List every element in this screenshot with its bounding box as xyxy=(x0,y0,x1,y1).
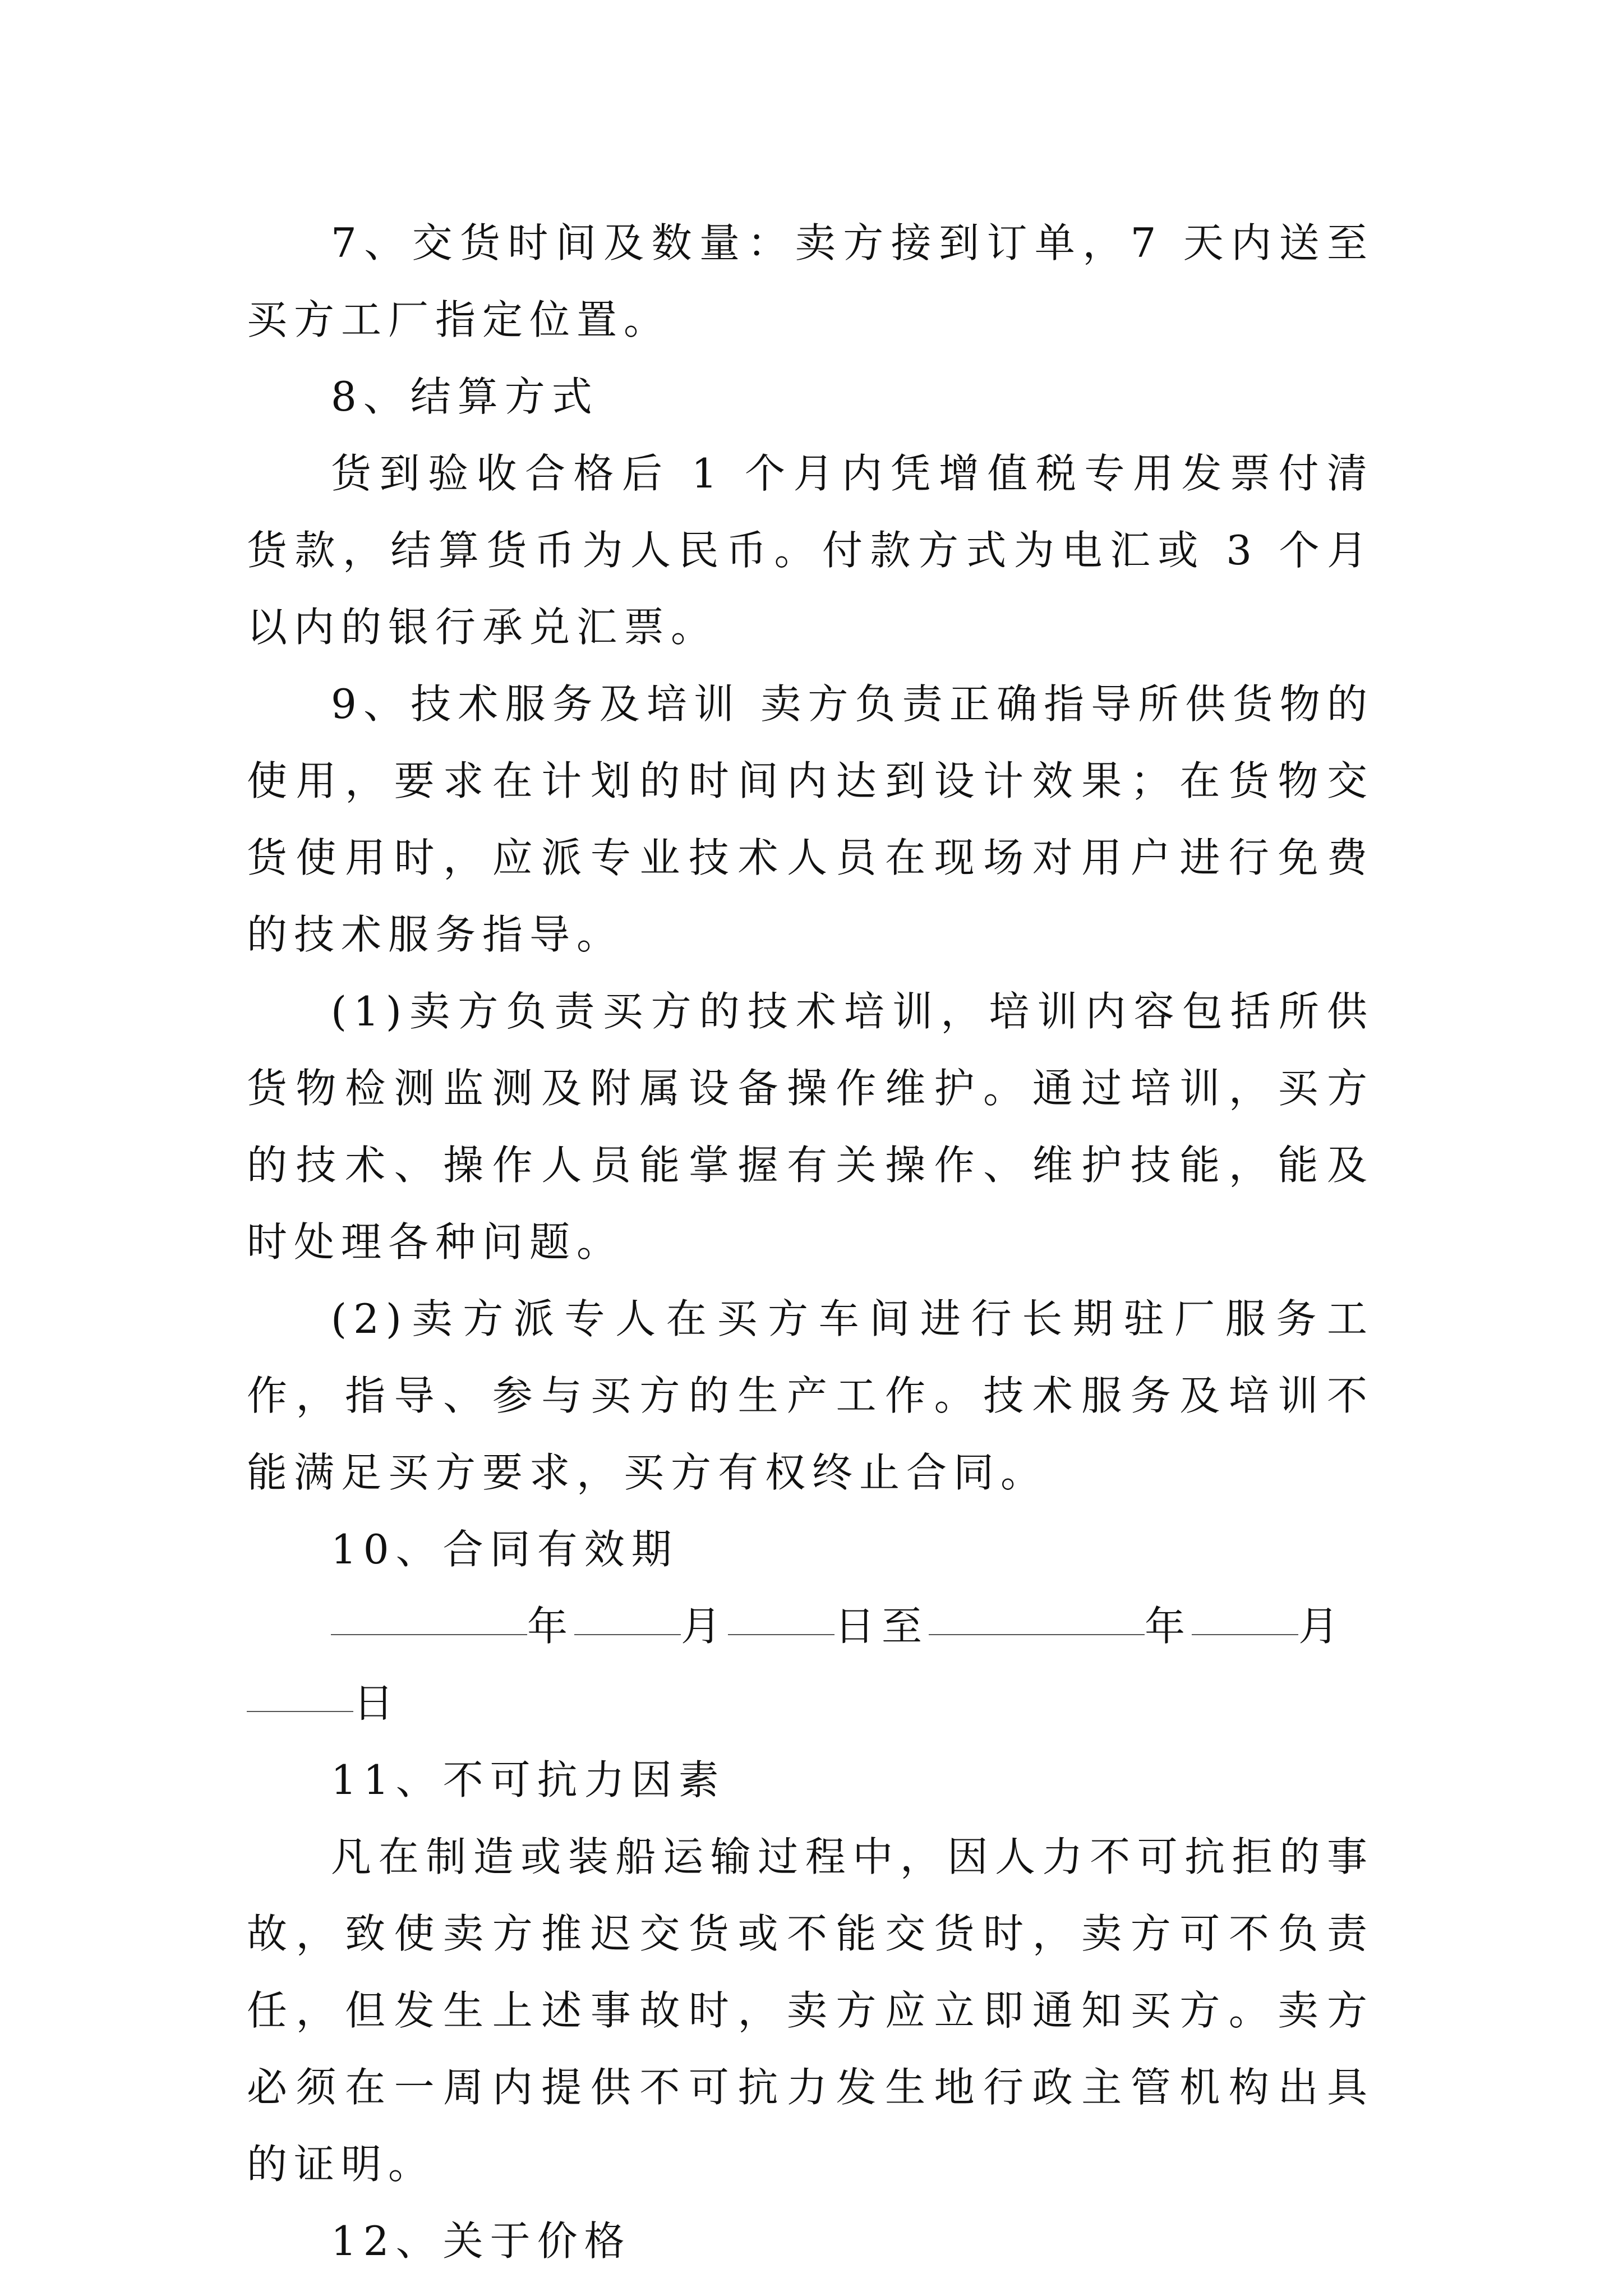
document-body xyxy=(247,205,1374,2280)
validity-period-line xyxy=(247,1588,1374,1742)
blank-end-day[interactable] xyxy=(247,1665,353,1712)
label-month-start: 月 xyxy=(681,1603,728,1650)
clause-12-title: 12、关于价格 xyxy=(331,2217,631,2265)
label-day-end: 日 xyxy=(353,1680,401,1727)
label-day-to: 日至 xyxy=(834,1603,929,1650)
blank-start-month[interactable] xyxy=(574,1588,681,1635)
clause-8-title: 8、结算方式 xyxy=(331,373,599,420)
clause-9-item-1: (1)卖方负责买方的技术培训，培训内容包括所供货物检测监测及附属设备操作维护。通过培训，买方的技术、操作人员能掌握有关操作、维护技能，能及时处理各种问题。 xyxy=(247,988,1374,1266)
clause-10-title: 10、合同有效期 xyxy=(331,1526,679,1573)
label-year-end: 年 xyxy=(1145,1603,1192,1650)
clause-9-item-2: (2)卖方派专人在买方车间进行长期驻厂服务工作，指导、参与买方的生产工作。技术服务及培训不能满足买方要求，买方有权终止合同。 xyxy=(247,1295,1374,1496)
label-month-end: 月 xyxy=(1298,1603,1346,1650)
label-year-start: 年 xyxy=(527,1603,575,1650)
clause-8-body: 货到验收合格后 1 个月内凭增值税专用发票付清货款，结算货币为人民币。付款方式为电汇或 3 个月以内的银行承兑汇票。 xyxy=(247,450,1374,651)
clause-9-service: 9、技术服务及培训 卖方负责正确指导所供货物的使用，要求在计划的时间内达到设计效果；在货物交货使用时，应派专业技术人员在现场对用户进行免费的技术服务指导。 xyxy=(247,680,1374,958)
clause-11-title: 11、不可抗力因素 xyxy=(331,1756,726,1803)
blank-end-month[interactable] xyxy=(1192,1588,1298,1635)
clause-11-body: 凡在制造或装船运输过程中，因人力不可抗拒的事故，致使卖方推迟交货或不能交货时，卖方可不负责任，但发生上述事故时，卖方应立即通知买方。卖方必须在一周内提供不可抗力发生地行政主管机构出具的证明。 xyxy=(247,1833,1374,2188)
blank-start-day[interactable] xyxy=(728,1588,834,1635)
blank-start-year[interactable] xyxy=(331,1588,527,1635)
blank-end-year[interactable] xyxy=(929,1588,1145,1635)
clause-7-delivery: 7、交货时间及数量：卖方接到订单，7 天内送至买方工厂指定位置。 xyxy=(247,219,1374,343)
